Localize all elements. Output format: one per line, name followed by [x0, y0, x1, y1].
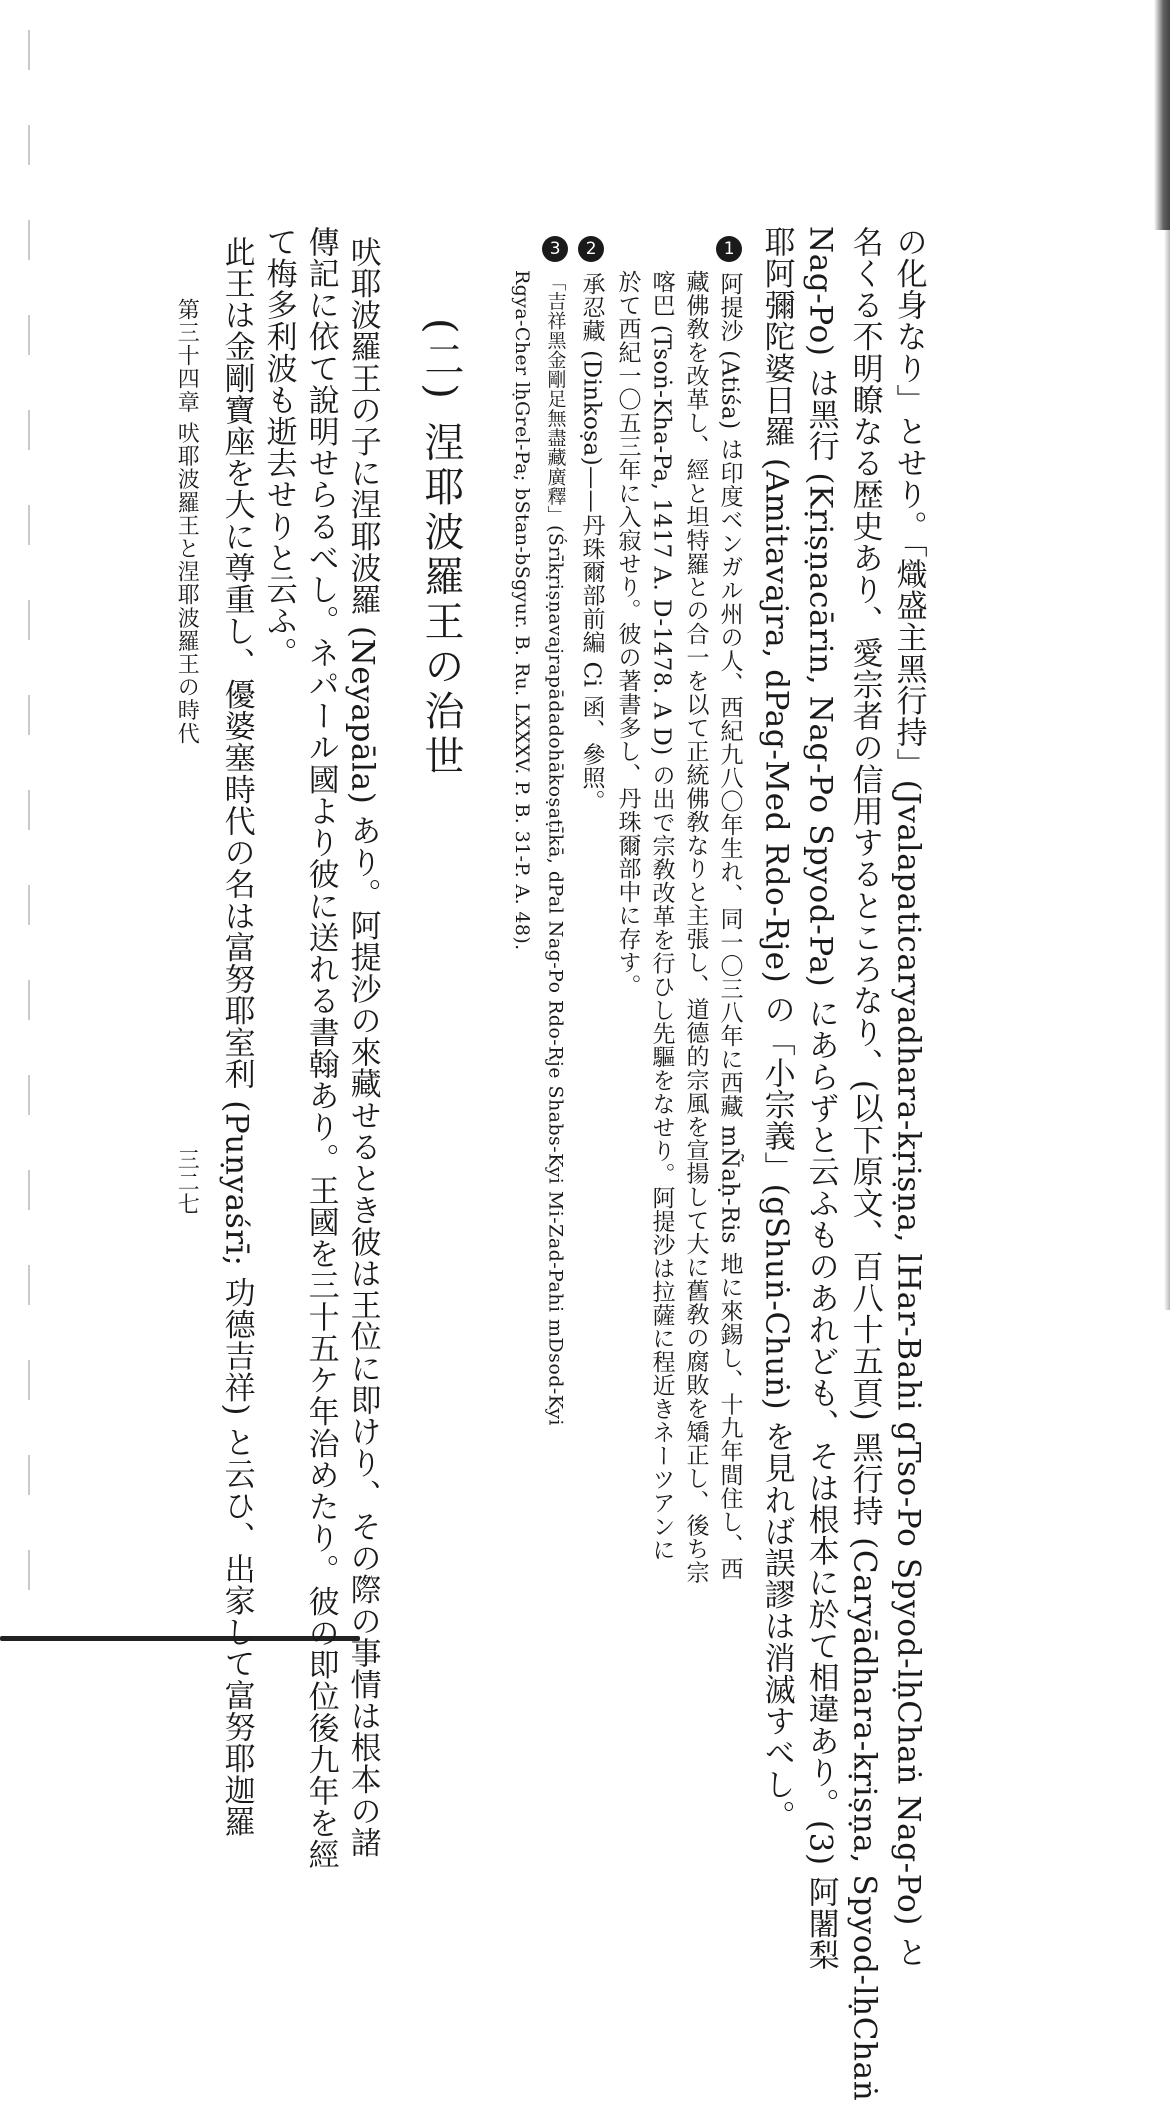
note-line: 「吉祥黑金剛足無盡藏廣釋」(Śrīkṛiṣṇavajrapādadohākoṣaṭīkā, dPal Nag-Po Rdo-Rje Shabs-Kyi Mi-Zad-Pahi mDsod-Kyi [544, 272, 567, 1426]
note-line: 承忍藏 (Dinkoṣa)——丹珠爾部前編 Ci 函、參照。 [578, 272, 605, 813]
note-line: Rgya-Cher lḥGrel-Pa; bStan-bSgyur. B. Ru. LXXXV. P. B. 31-P. A. 48). [510, 270, 533, 951]
note-line: 阿提沙 (Atiśa) は印度ベンガル州の人、西紀九八〇年生れ、同一〇三八年に西藏 mÑaḥ-Ris 地に來錫し、十九年間住し、西 [716, 272, 743, 1581]
note-1 [716, 236, 742, 1580]
page-number: 三二七 [174, 1148, 200, 1216]
body-line: 名くる不明瞭なる歴史あり、愛宗者の信用するところなり、(以下原文、百八十五頁) 黑行持 (Caryādhara-kṛiṣṇa, Spyod-lḥChaṅ [846, 226, 883, 2101]
running-footer: 第三十四章 吠耶波羅王と涅耶波羅王の時代 [174, 298, 200, 745]
scan-edge-shadow [1154, 0, 1170, 230]
body-line: て梅多利波も逝去せりと云ふ。 [260, 226, 297, 669]
note-marker-3: 3 [542, 236, 568, 262]
body-line: 吠耶波羅王の子に涅耶波羅 (Neyapāla) あり。阿提沙の來藏せるとき彼は王位に即けり、その際の事情は根本の諸 [344, 236, 381, 1859]
body-line: 傳記に依て說明せらるべし。ネパール國より彼に送れる書翰あり。王國を三十五ケ年治めたり。彼の即位後九年を經 [302, 226, 339, 1871]
note-line: 藏佛敎を改革し、經と坦特羅との合一を以て正統佛敎なりと主張し、道德的宗風を宣揚して大に舊敎の腐敗を矯正し、後ち宗 [682, 270, 709, 1584]
body-line: 此王は金剛寶座を大に尊重し、優婆塞時代の名は富努耶室利 (Puṇyaśrī; 功德吉祥) と云ひ、出家して富努耶迦羅 [218, 236, 255, 1838]
note-line: 於て西紀一〇五三年に入寂せり。彼の著書多し、丹珠爾部中に存す。 [614, 270, 641, 998]
body-line: 耶阿彌陀婆日羅 (Amitavajra, dPag-Med Rdo-Rje) の「小宗義」(gShuṅ-Chuṅ) を見れば誤謬は消滅すべし。 [758, 226, 795, 1832]
note-line: 喀巴 (Tsoṅ-Kha-Pa, 1417 A. D-1478. A D) の出で宗敎改革を行ひし先驅をなせり。阿提沙は拉薩に程近きネーツアンに [648, 270, 675, 1562]
body-line: Nag-Po) は黑行 (Kṛiṣṇacārin, Nag-Po Spyod-Pa) にあらずと云ふものあれども、そは根本に於て相違あり。(3) 阿闍梨 [802, 226, 839, 1971]
scan-edge-shadow-lower [1164, 230, 1170, 1310]
scan-margin-rule [28, 30, 30, 1590]
note-2 [578, 236, 604, 813]
note-marker-2: 2 [578, 236, 604, 262]
note-3 [542, 236, 568, 1426]
note-marker-1: 1 [716, 236, 742, 262]
body-line: の化身なり」とせり。「熾盛主黑行持」(Jvalapaticaryadhara-kṛiṣṇa, lHar-Bahi gTso-Po Spyod-lḥChaṅ Nag-Po) と [890, 226, 927, 1969]
section-heading: (二) 涅耶波羅王の治世 [418, 318, 464, 780]
